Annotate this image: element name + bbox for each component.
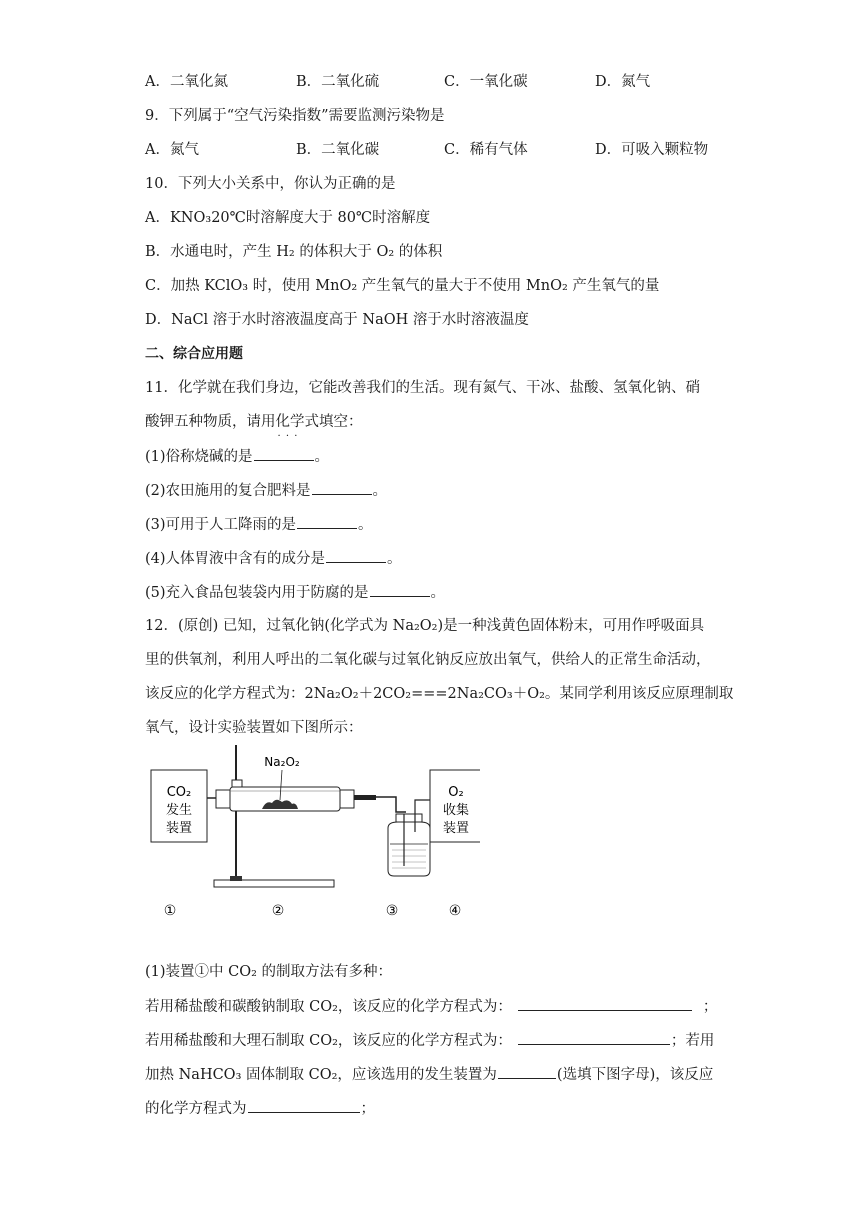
q12-line4: 氧气，设计实验装置如下图所示： [145,720,363,736]
apparatus-diagram [150,740,480,925]
q12-s4a-text: 加热 NaHCO₃ 固体制取 CO₂，应该选用的发生装置为 [145,1067,497,1083]
q12-line1: 12．(原创) 已知，过氧化钠(化学式为 Na₂O₂)是一种浅黄色固体粉末，可用作呼吸面具 [145,618,705,634]
label-3: ③ [385,903,399,919]
semicolon: ； [702,999,718,1015]
q11-stem-line2 [145,412,363,432]
q11-stem-line1: 11．化学就在我们身边，它能改善我们的生活。现有氮气、干冰、盐酸、氢氧化钠、硝 [145,380,700,396]
q11-part5 [145,582,445,603]
q12-s2-text: 若用稀盐酸和碳酸钠制取 CO₂，该反应的化学方程式为： [145,999,512,1015]
answer-blank[interactable] [498,1064,556,1079]
box4-line3: 装置 [442,821,470,836]
q11-part1-text: (1)俗称烧碱的是 [145,449,253,465]
q12-s3-end: ；若用 [670,1033,715,1049]
period: 。 [314,449,330,465]
q11-part2 [145,480,387,501]
q10-option-c: C．加热 KClO₃ 时，使用 MnO₂ 产生氧气的量大于不使用 MnO₂ 产生氧气的量 [145,278,660,294]
na2o2-label: Na₂O₂ [264,755,300,769]
answer-blank[interactable] [518,996,692,1011]
q12-s5-text: 的化学方程式为 [145,1101,247,1117]
semicolon: ； [360,1101,375,1117]
answer-blank[interactable] [254,446,314,461]
q9-option-b: B．二氧化碳 [296,142,380,158]
answer-blank[interactable] [518,1030,670,1045]
answer-blank[interactable] [312,480,372,495]
q8-option-b: B．二氧化硫 [296,74,380,90]
q12-line2: 里的供氧剂，利用人呼出的二氧化碳与过氧化钠反应放出氧气，供给人的正常生命活动， [145,652,711,668]
section-heading: 二、综合应用题 [145,346,243,362]
box1-line2: 发生 [165,803,193,818]
period: 。 [430,585,446,601]
box1-line3: 装置 [165,821,193,836]
q11-part4 [145,548,402,569]
q12-sub1-line3 [145,1030,714,1051]
q11-part3 [145,514,373,535]
q11-part2-text: (2)农田施用的复合肥料是 [145,483,311,499]
q8-option-a: A．二氧化氮 [145,74,228,90]
q12-sub1-line2 [145,996,717,1017]
q11-stem-pre: 酸钾五种物质，请用 [145,414,276,430]
bottle-stopper [396,814,422,822]
q11-part1 [145,446,329,467]
q11-stem-post: 填空： [319,414,363,430]
period: 。 [387,551,402,567]
box4-line1: O₂ [448,785,464,800]
q12-sub1-line4 [145,1064,713,1085]
answer-blank[interactable] [326,548,386,563]
q10-option-d: D．NaCl 溶于水时溶液温度高于 NaOH 溶于水时溶液温度 [145,312,529,328]
q12-sub1-line5 [145,1098,375,1119]
answer-blank[interactable] [297,514,357,529]
stopper-right [340,790,354,808]
answer-blank[interactable] [248,1098,360,1113]
q9-option-d: D．可吸入颗粒物 [595,142,709,158]
q8-option-c: C．一氧化碳 [444,74,528,90]
q12-sub1: (1)装置①中 CO₂ 的制取方法有多种： [145,964,393,980]
period: 。 [358,517,373,533]
q12-s4b-text: (选填下图字母)，该反应 [556,1067,714,1083]
label-4: ④ [448,903,462,919]
q9-stem: 9．下列属于“空气污染指数”需要监测污染物是 [145,108,445,124]
box4-line2: 收集 [442,803,470,818]
q9-option-c: C．稀有气体 [444,142,528,158]
q12-line3: 该反应的化学方程式为：2Na₂O₂＋2CO₂===2Na₂CO₃＋O₂。某同学利用该反应原理制取 [145,686,734,702]
q10-option-b: B．水通电时，产生 H₂ 的体积大于 O₂ 的体积 [145,244,443,260]
q12-s3-text: 若用稀盐酸和大理石制取 CO₂，该反应的化学方程式为： [145,1033,512,1049]
stopper-left [216,790,230,808]
q11-part3-text: (3)可用于人工降雨的是 [145,517,297,533]
label-2: ② [271,903,285,919]
q11-emphasis: 化学式 · · · [276,414,320,430]
stand-base [214,880,334,887]
q9-option-a: A．氮气 [145,142,199,158]
q11-part5-text: (5)充入食品包装袋内用于防腐的是 [145,585,369,601]
label-1: ① [163,903,177,919]
q10-stem: 10．下列大小关系中，你认为正确的是 [145,176,396,192]
q11-part4-text: (4)人体胃液中含有的成分是 [145,551,326,567]
q10-option-a: A．KNO₃20℃时溶解度大于 80℃时溶解度 [145,210,431,226]
period: 。 [372,483,388,499]
q8-option-d: D．氮气 [595,74,651,90]
box1-line1: CO₂ [166,785,192,800]
answer-blank[interactable] [370,582,430,597]
